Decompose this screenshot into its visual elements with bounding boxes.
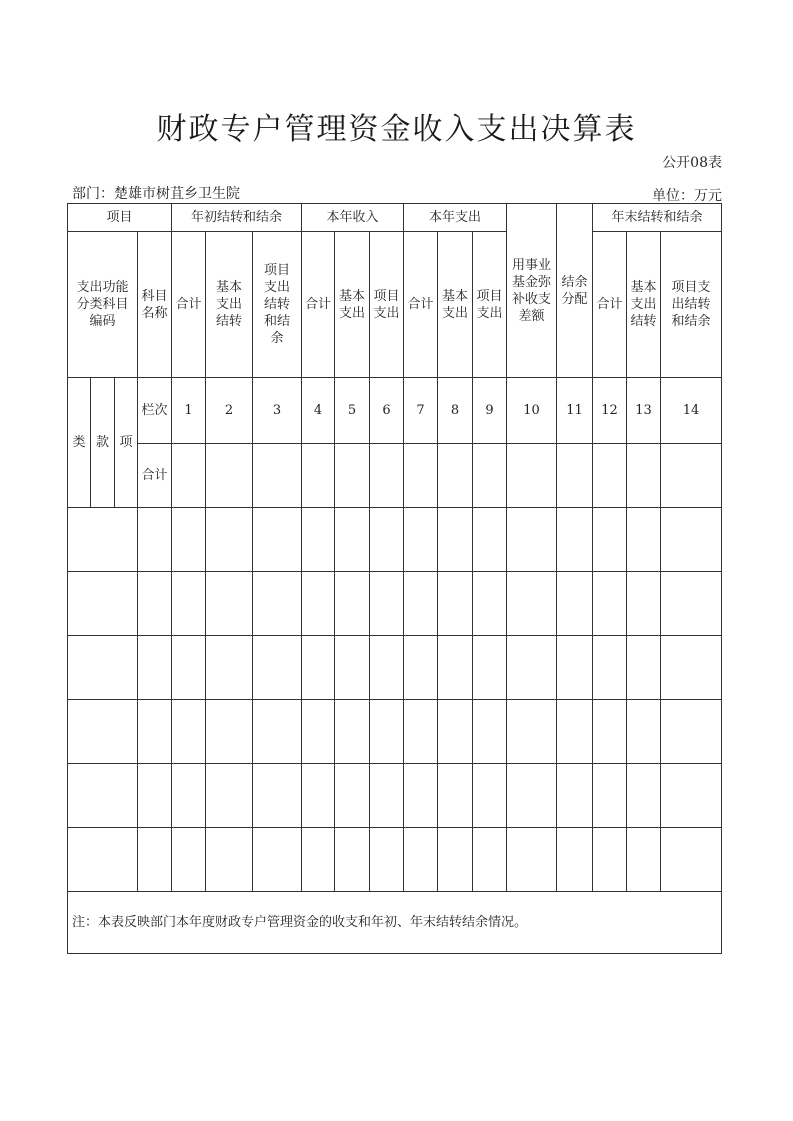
table-cell [253,700,302,764]
header-income: 本年收入 [302,204,404,232]
table-cell [473,572,507,636]
table-cell [302,700,335,764]
table-cell [557,764,593,828]
row-heji: 合计 [138,444,172,508]
table-cell [253,636,302,700]
table-cell [661,636,722,700]
table-cell [335,444,370,508]
table-cell [370,764,404,828]
col-num: 6 [370,378,404,444]
table-cell [627,764,661,828]
table-cell [438,444,473,508]
table-row [68,508,722,572]
form-number: 公开08表 [662,155,722,171]
table-row [68,700,722,764]
budget-table [67,203,722,954]
table-cell [593,444,627,508]
header-closing-basic: 基本 支出 结转 [627,232,661,378]
table-cell [507,700,557,764]
table-cell [557,444,593,508]
table-note: 注：本表反映部门本年度财政专户管理资金的收支和年初、年末结转结余情况。 [68,892,722,954]
col-num: 5 [335,378,370,444]
table-cell [138,508,172,572]
col-num: 1 [172,378,206,444]
header-item: 项目 [68,204,172,232]
table-cell [172,444,206,508]
table-cell [404,636,438,700]
table-cell [507,764,557,828]
table-cell [507,444,557,508]
table-cell [302,636,335,700]
table-cell [557,828,593,892]
table-cell [593,636,627,700]
table-cell [661,764,722,828]
table-cell [627,636,661,700]
table-cell [557,508,593,572]
table-cell [172,572,206,636]
table-cell [68,636,138,700]
header-exp-project: 项目 支出 [473,232,507,378]
table-cell [172,508,206,572]
table-cell [507,572,557,636]
table-cell [473,700,507,764]
table-cell [138,764,172,828]
table-cell [206,444,253,508]
table-cell [68,700,138,764]
header-expenditure: 本年支出 [404,204,507,232]
table-cell [593,508,627,572]
table-cell [404,572,438,636]
table-row [68,636,722,700]
table-cell [206,828,253,892]
table-cell [206,508,253,572]
header-lanci: 栏次 [138,378,172,444]
table-row [68,572,722,636]
header-opening-total: 合计 [172,232,206,378]
table-cell [404,764,438,828]
header-balance-dist: 结余 分配 [557,204,593,378]
header-closing-total: 合计 [593,232,627,378]
col-num: 10 [507,378,557,444]
col-num: 7 [404,378,438,444]
table-cell [473,444,507,508]
col-num: 14 [661,378,722,444]
table-cell [661,444,722,508]
department-label: 部门：楚雄市树苴乡卫生院 [72,186,240,202]
table-cell [661,828,722,892]
col-num: 8 [438,378,473,444]
table-cell [335,508,370,572]
table-cell [172,764,206,828]
table-row [68,764,722,828]
header-fund-cover: 用事业 基金弥 补收支 差额 [507,204,557,378]
table-cell [627,700,661,764]
table-cell [593,572,627,636]
header-income-total: 合计 [302,232,335,378]
table-cell [438,572,473,636]
table-cell [68,572,138,636]
table-cell [438,828,473,892]
table-cell [302,828,335,892]
table-cell [172,700,206,764]
table-cell [172,636,206,700]
table-cell [370,828,404,892]
col-num: 3 [253,378,302,444]
header-opening-project: 项目 支出 结转 和结 余 [253,232,302,378]
table-cell [335,700,370,764]
table-cell [68,508,138,572]
table-cell [253,572,302,636]
table-cell [627,572,661,636]
table-cell [593,828,627,892]
table-cell [253,764,302,828]
page-title: 财政专户管理资金收入支出决算表 [156,112,637,147]
table-cell [507,636,557,700]
table-cell [404,444,438,508]
col-num: 9 [473,378,507,444]
table-cell [473,636,507,700]
header-subject-name: 科目 名称 [138,232,172,378]
col-num: 12 [593,378,627,444]
table-cell [335,764,370,828]
table-cell [253,508,302,572]
header-closing-project: 项目支 出结转 和结余 [661,232,722,378]
table-cell [627,444,661,508]
table-cell [370,444,404,508]
table-cell [206,572,253,636]
header-income-basic: 基本 支出 [335,232,370,378]
table-cell [438,508,473,572]
col-num: 11 [557,378,593,444]
budget-table-container [67,203,722,954]
table-cell [335,828,370,892]
table-cell [438,764,473,828]
col-num: 4 [302,378,335,444]
table-cell [473,508,507,572]
table-cell [68,764,138,828]
table-cell [206,700,253,764]
table-cell [473,828,507,892]
table-cell [302,508,335,572]
table-cell [627,828,661,892]
table-cell [138,572,172,636]
header-exp-basic: 基本 支出 [438,232,473,378]
table-cell [138,636,172,700]
table-cell [206,636,253,700]
table-cell [335,636,370,700]
unit-label: 单位：万元 [652,188,722,204]
table-cell [302,572,335,636]
table-cell [302,444,335,508]
table-cell [370,572,404,636]
header-exp-total: 合计 [404,232,438,378]
table-cell [206,764,253,828]
table-cell [593,764,627,828]
table-cell [557,636,593,700]
table-cell [253,444,302,508]
table-cell [370,700,404,764]
table-cell [593,700,627,764]
table-cell [507,828,557,892]
table-cell [335,572,370,636]
header-closing-balance: 年末结转和结余 [593,204,722,232]
table-cell [370,508,404,572]
table-cell [438,700,473,764]
header-xiang: 项 [115,378,138,508]
table-cell [661,700,722,764]
table-cell [438,636,473,700]
table-cell [302,764,335,828]
table-cell [253,828,302,892]
table-cell [404,700,438,764]
table-cell [473,764,507,828]
table-cell [507,508,557,572]
header-opening-balance: 年初结转和结余 [172,204,302,232]
table-cell [68,828,138,892]
table-cell [404,828,438,892]
table-cell [627,508,661,572]
table-cell [370,636,404,700]
table-cell [138,700,172,764]
table-cell [138,828,172,892]
table-cell [172,828,206,892]
col-num: 13 [627,378,661,444]
col-num: 2 [206,378,253,444]
table-cell [557,572,593,636]
table-row [68,828,722,892]
header-func-code: 支出功能 分类科目 编码 [68,232,138,378]
header-income-project: 项目 支出 [370,232,404,378]
header-kuan: 款 [91,378,115,508]
header-lei: 类 [68,378,91,508]
table-cell [661,572,722,636]
table-cell [404,508,438,572]
header-opening-basic: 基本 支出 结转 [206,232,253,378]
table-cell [661,508,722,572]
table-cell [557,700,593,764]
